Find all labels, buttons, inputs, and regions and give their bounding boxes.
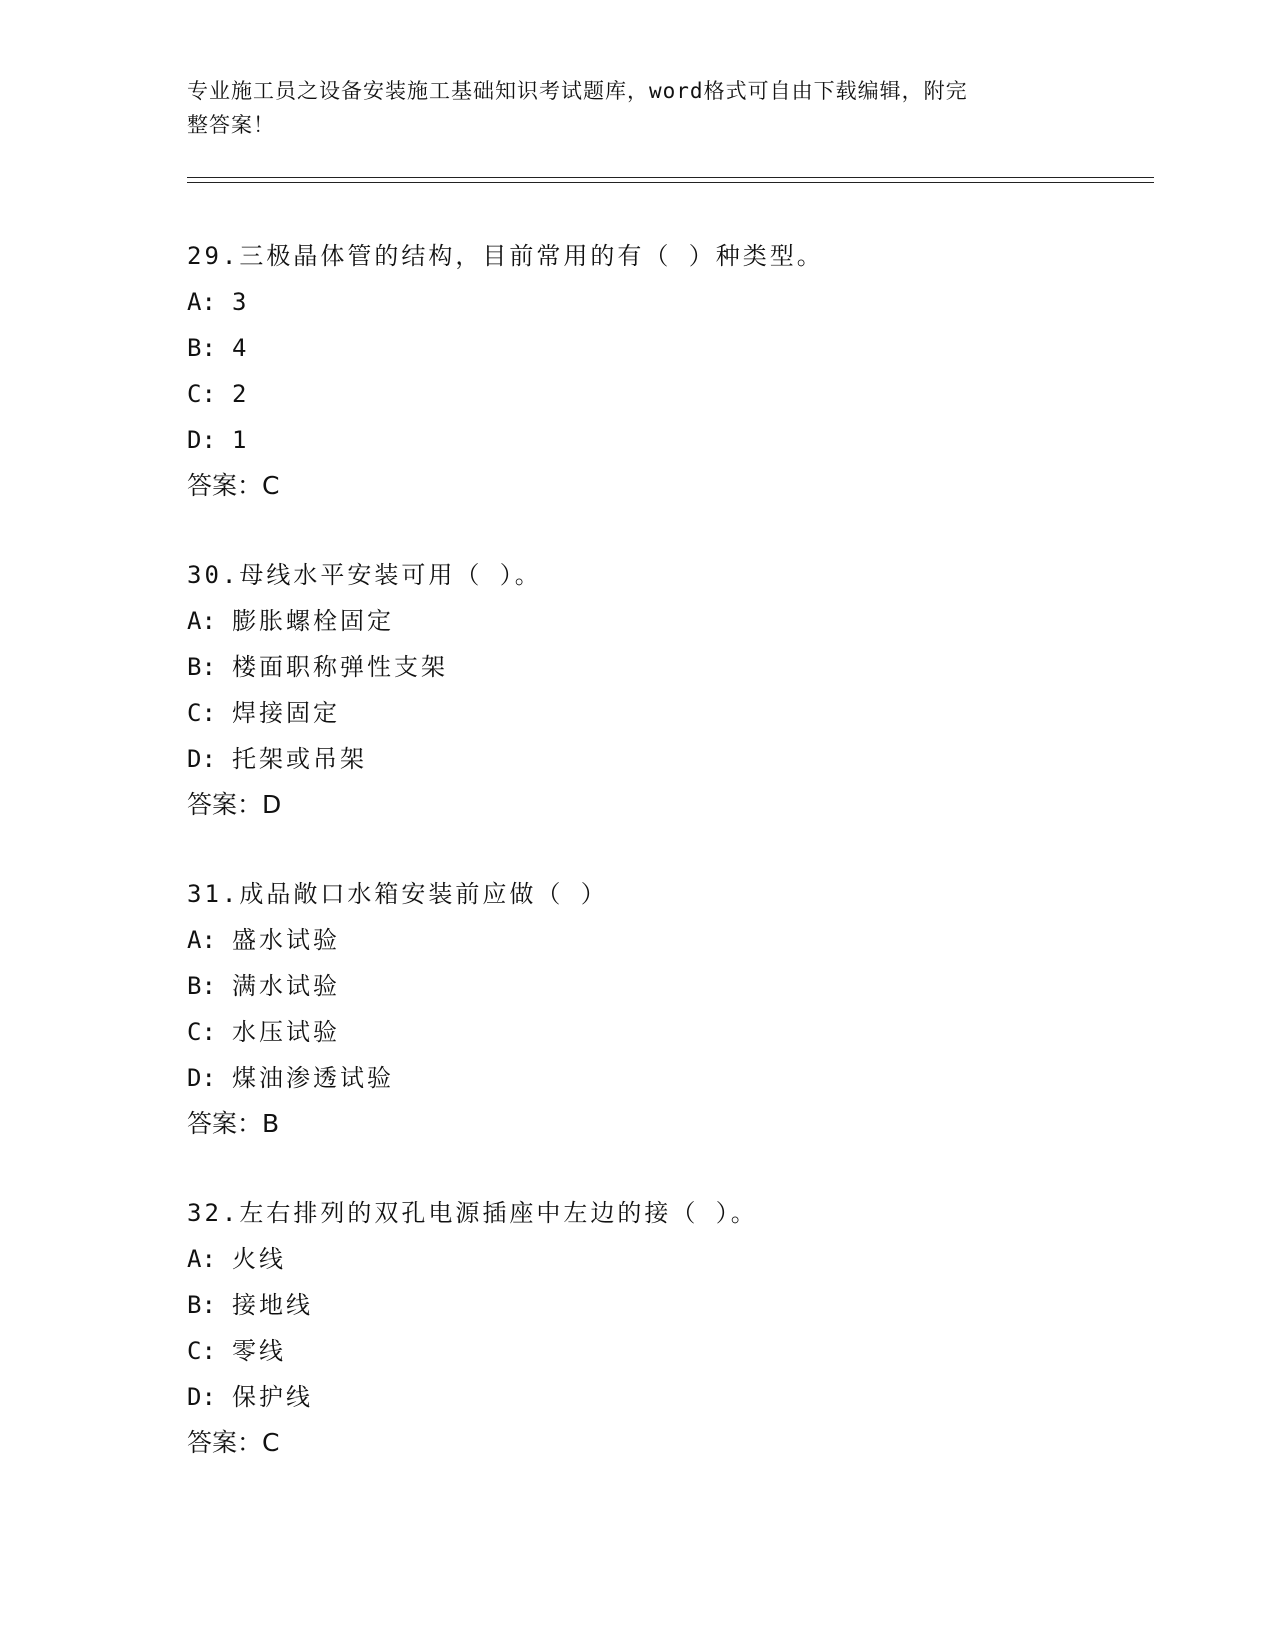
option-b bbox=[187, 325, 1137, 371]
option-letter: C: bbox=[187, 699, 216, 727]
option-text: 满水试验 bbox=[232, 972, 340, 1000]
option-a bbox=[187, 917, 1137, 963]
question-block bbox=[187, 552, 1137, 828]
option-a bbox=[187, 598, 1137, 644]
option-letter: D: bbox=[187, 745, 216, 773]
option-b bbox=[187, 963, 1137, 1009]
option-text: 托架或吊架 bbox=[232, 745, 367, 773]
option-letter: D: bbox=[187, 1383, 216, 1411]
option-text: 保护线 bbox=[232, 1383, 313, 1411]
answer-line: 答案：C bbox=[187, 471, 280, 500]
question-block bbox=[187, 871, 1137, 1147]
option-c bbox=[187, 1328, 1137, 1374]
question-block bbox=[187, 1190, 1137, 1466]
option-text: 1 bbox=[232, 426, 250, 454]
option-letter: A: bbox=[187, 288, 216, 316]
option-c bbox=[187, 371, 1137, 417]
option-c bbox=[187, 690, 1137, 736]
option-d bbox=[187, 1055, 1137, 1101]
option-text: 盛水试验 bbox=[232, 926, 340, 954]
option-text: 楼面职称弹性支架 bbox=[232, 653, 448, 681]
option-text: 煤油渗透试验 bbox=[232, 1064, 394, 1092]
option-letter: C: bbox=[187, 1337, 216, 1365]
option-c bbox=[187, 1009, 1137, 1055]
option-a bbox=[187, 1236, 1137, 1282]
option-letter: B: bbox=[187, 972, 216, 1000]
header-title-line-2: 整答案！ bbox=[187, 113, 275, 137]
answer-line: 答案：B bbox=[187, 1109, 280, 1138]
question-stem: 30.母线水平安装可用（ ）。 bbox=[187, 561, 542, 589]
option-text: 4 bbox=[232, 334, 250, 362]
header-divider bbox=[187, 177, 1154, 183]
option-b bbox=[187, 644, 1137, 690]
document-header bbox=[187, 74, 1067, 142]
option-letter: C: bbox=[187, 380, 216, 408]
question-stem: 31.成品敞口水箱安装前应做（ ） bbox=[187, 880, 608, 908]
option-text: 水压试验 bbox=[232, 1018, 340, 1046]
option-text: 焊接固定 bbox=[232, 699, 340, 727]
answer-line: 答案：D bbox=[187, 790, 282, 819]
option-letter: C: bbox=[187, 1018, 216, 1046]
option-letter: D: bbox=[187, 426, 216, 454]
option-text: 2 bbox=[232, 380, 250, 408]
option-letter: A: bbox=[187, 1245, 216, 1273]
question-stem: 32.左右排列的双孔电源插座中左边的接（ ）。 bbox=[187, 1199, 758, 1227]
option-d bbox=[187, 736, 1137, 782]
question-block bbox=[187, 233, 1137, 509]
option-d bbox=[187, 1374, 1137, 1420]
option-text: 零线 bbox=[232, 1337, 286, 1365]
option-letter: B: bbox=[187, 653, 216, 681]
option-b bbox=[187, 1282, 1137, 1328]
option-text: 3 bbox=[232, 288, 250, 316]
option-text: 接地线 bbox=[232, 1291, 313, 1319]
option-a bbox=[187, 279, 1137, 325]
option-letter: A: bbox=[187, 607, 216, 635]
option-d bbox=[187, 417, 1137, 463]
option-text: 火线 bbox=[232, 1245, 286, 1273]
option-letter: A: bbox=[187, 926, 216, 954]
option-letter: D: bbox=[187, 1064, 216, 1092]
option-letter: B: bbox=[187, 1291, 216, 1319]
answer-line: 答案：C bbox=[187, 1428, 280, 1457]
option-letter: B: bbox=[187, 334, 216, 362]
option-text: 膨胀螺栓固定 bbox=[232, 607, 394, 635]
question-stem: 29.三极晶体管的结构，目前常用的有（ ）种类型。 bbox=[187, 242, 824, 270]
header-title-line-1: 专业施工员之设备安装施工基础知识考试题库，word格式可自由下载编辑，附完 bbox=[187, 79, 968, 103]
